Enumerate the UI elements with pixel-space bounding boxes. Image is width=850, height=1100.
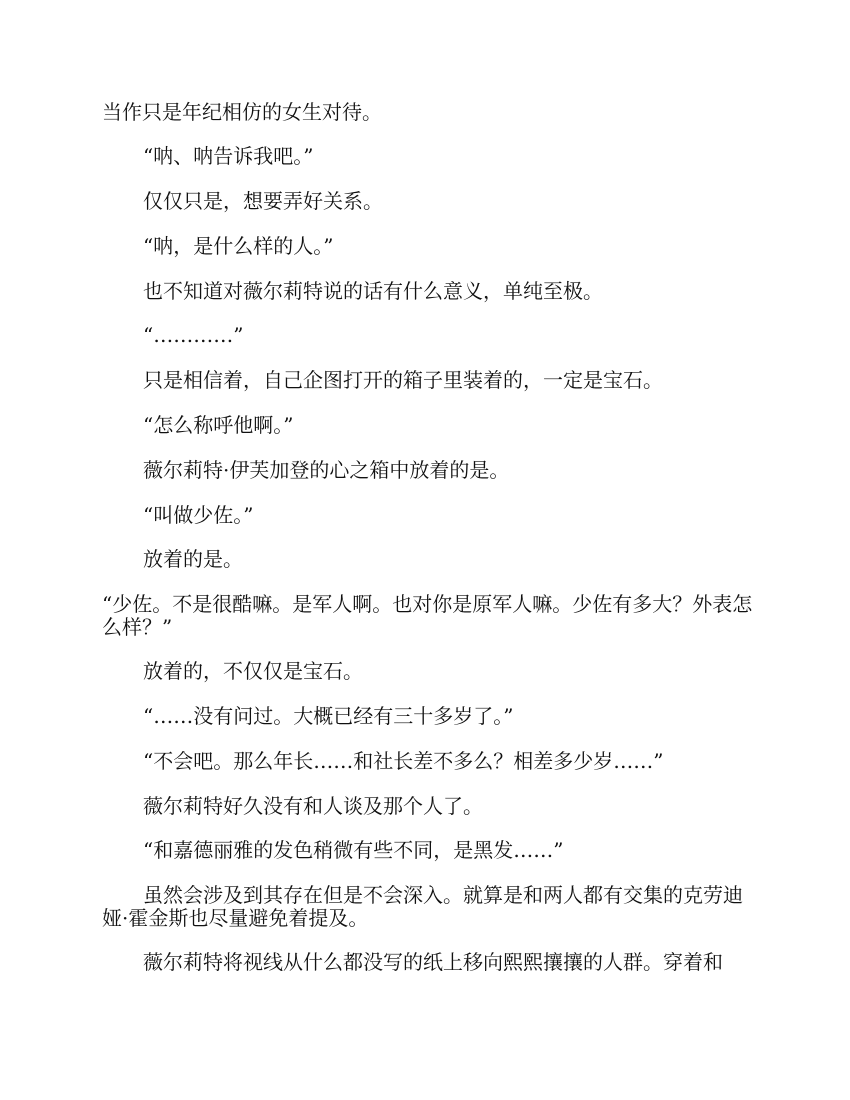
paragraph: 仅仅只是，想要弄好关系。 <box>143 189 383 213</box>
paragraph: 当作只是年纪相仿的女生对待。 <box>102 100 382 124</box>
paragraph: “不会吧。那么年长……和社长差不多么？相差多少岁……” <box>143 749 664 773</box>
paragraph: 虽然会涉及到其存在但是不会深入。就算是和两人都有交集的克劳迪娅·霍金斯也尽量避免着提及。 <box>102 883 743 930</box>
paragraph: “和嘉德丽雅的发色稍微有些不同，是黑发……” <box>143 838 564 862</box>
paragraph: “呐、呐告诉我吧。” <box>143 144 314 168</box>
paragraph: “…………” <box>143 323 244 347</box>
paragraph: “怎么称呼他啊。” <box>143 413 294 437</box>
paragraph: 放着的，不仅仅是宝石。 <box>143 659 363 683</box>
paragraph: 薇尔莉特好久没有和人谈及那个人了。 <box>143 794 483 818</box>
paragraph: 薇尔莉特将视线从什么都没写的纸上移向熙熙攘攘的人群。穿着和 <box>143 950 723 974</box>
paragraph: 薇尔莉特·伊芙加登的心之箱中放着的是。 <box>143 458 510 482</box>
paragraph: “叫做少佐。” <box>143 503 254 527</box>
paragraph: “呐，是什么样的人。” <box>143 234 334 258</box>
paragraph: “少佐。不是很酷嘛。是军人啊。也对你是原军人嘛。少佐有多大？外表怎么样？” <box>102 592 753 639</box>
paragraph: 放着的是。 <box>143 547 243 571</box>
paragraph: 只是相信着，自己企图打开的箱子里装着的，一定是宝石。 <box>143 368 663 392</box>
paragraph: “……没有问过。大概已经有三十多岁了。” <box>143 704 514 728</box>
paragraph: 也不知道对薇尔莉特说的话有什么意义，单纯至极。 <box>143 279 603 303</box>
